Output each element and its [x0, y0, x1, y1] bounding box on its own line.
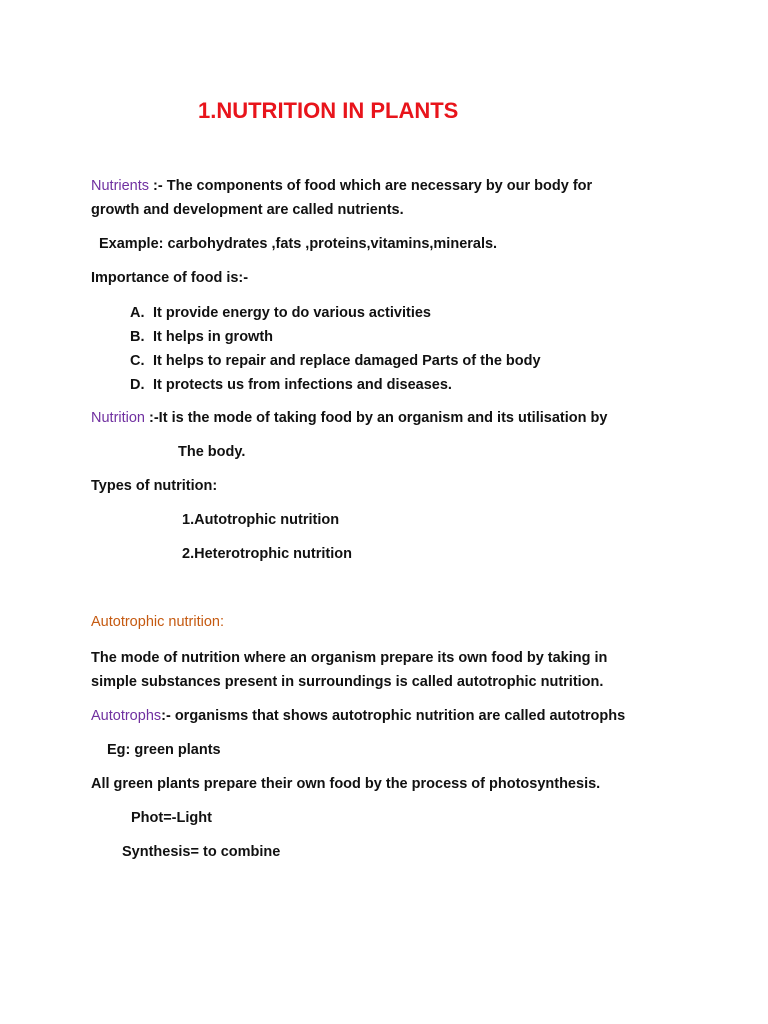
nutrition-definition-line2: The body. [178, 444, 246, 460]
types-heading: Types of nutrition: [91, 478, 218, 494]
list-item [130, 351, 541, 375]
nutrition-term: Nutrition [91, 410, 145, 426]
list-item-text: It helps in growth [153, 329, 274, 345]
nutrition-definition-text: :-It is the mode of taking food by an organism and its utilisation by [145, 410, 608, 426]
list-item-text: It helps to repair and replace damaged Parts of the body [153, 353, 541, 369]
autotrophs-definition [91, 708, 625, 724]
list-item-text: It protects us from infections and diseases. [153, 377, 452, 393]
nutrients-definition-text: :- The components of food which are necessary by our body for [149, 178, 593, 194]
autotrophs-example: Eg: green plants [107, 742, 221, 758]
list-marker: A. [130, 305, 145, 321]
types-item-autotrophic: 1.Autotrophic nutrition [182, 512, 340, 528]
importance-heading: Importance of food is:- [91, 270, 249, 286]
nutrients-term: Nutrients [91, 178, 150, 194]
nutrients-definition-line2: growth and development are called nutrients. [91, 202, 404, 218]
nutrients-example: Example: carbohydrates ,fats ,proteins,vitamins,minerals. [99, 236, 498, 252]
autotrophs-definition-text: :- organisms that shows autotrophic nutrition are called autotrophs [161, 708, 626, 724]
autotrophic-definition-line1: The mode of nutrition where an organism prepare its own food by taking in [91, 650, 608, 666]
list-item [130, 327, 541, 351]
photosynthesis-statement: All green plants prepare their own food by the process of photosynthesis. [91, 776, 601, 792]
autotrophs-term: Autotrophs [91, 708, 162, 724]
list-marker: D. [130, 377, 145, 393]
list-marker: C. [130, 353, 145, 369]
autotrophic-heading: Autotrophic nutrition: [91, 614, 224, 630]
list-item [130, 375, 541, 399]
types-item-heterotrophic: 2.Heterotrophic nutrition [182, 546, 352, 562]
synthesis-meaning: Synthesis= to combine [122, 844, 281, 860]
page-title: 1.NUTRITION IN PLANTS [198, 98, 459, 123]
list-item-text: It provide energy to do various activities [153, 305, 431, 321]
nutrients-definition-line1 [91, 178, 592, 194]
phot-meaning: Phot=-Light [131, 810, 212, 826]
importance-list [130, 303, 541, 399]
nutrition-definition-line1 [91, 410, 607, 426]
list-item [130, 303, 541, 327]
autotrophic-definition-line2: simple substances present in surroundings is called autotrophic nutrition. [91, 674, 604, 690]
list-marker: B. [130, 329, 145, 345]
